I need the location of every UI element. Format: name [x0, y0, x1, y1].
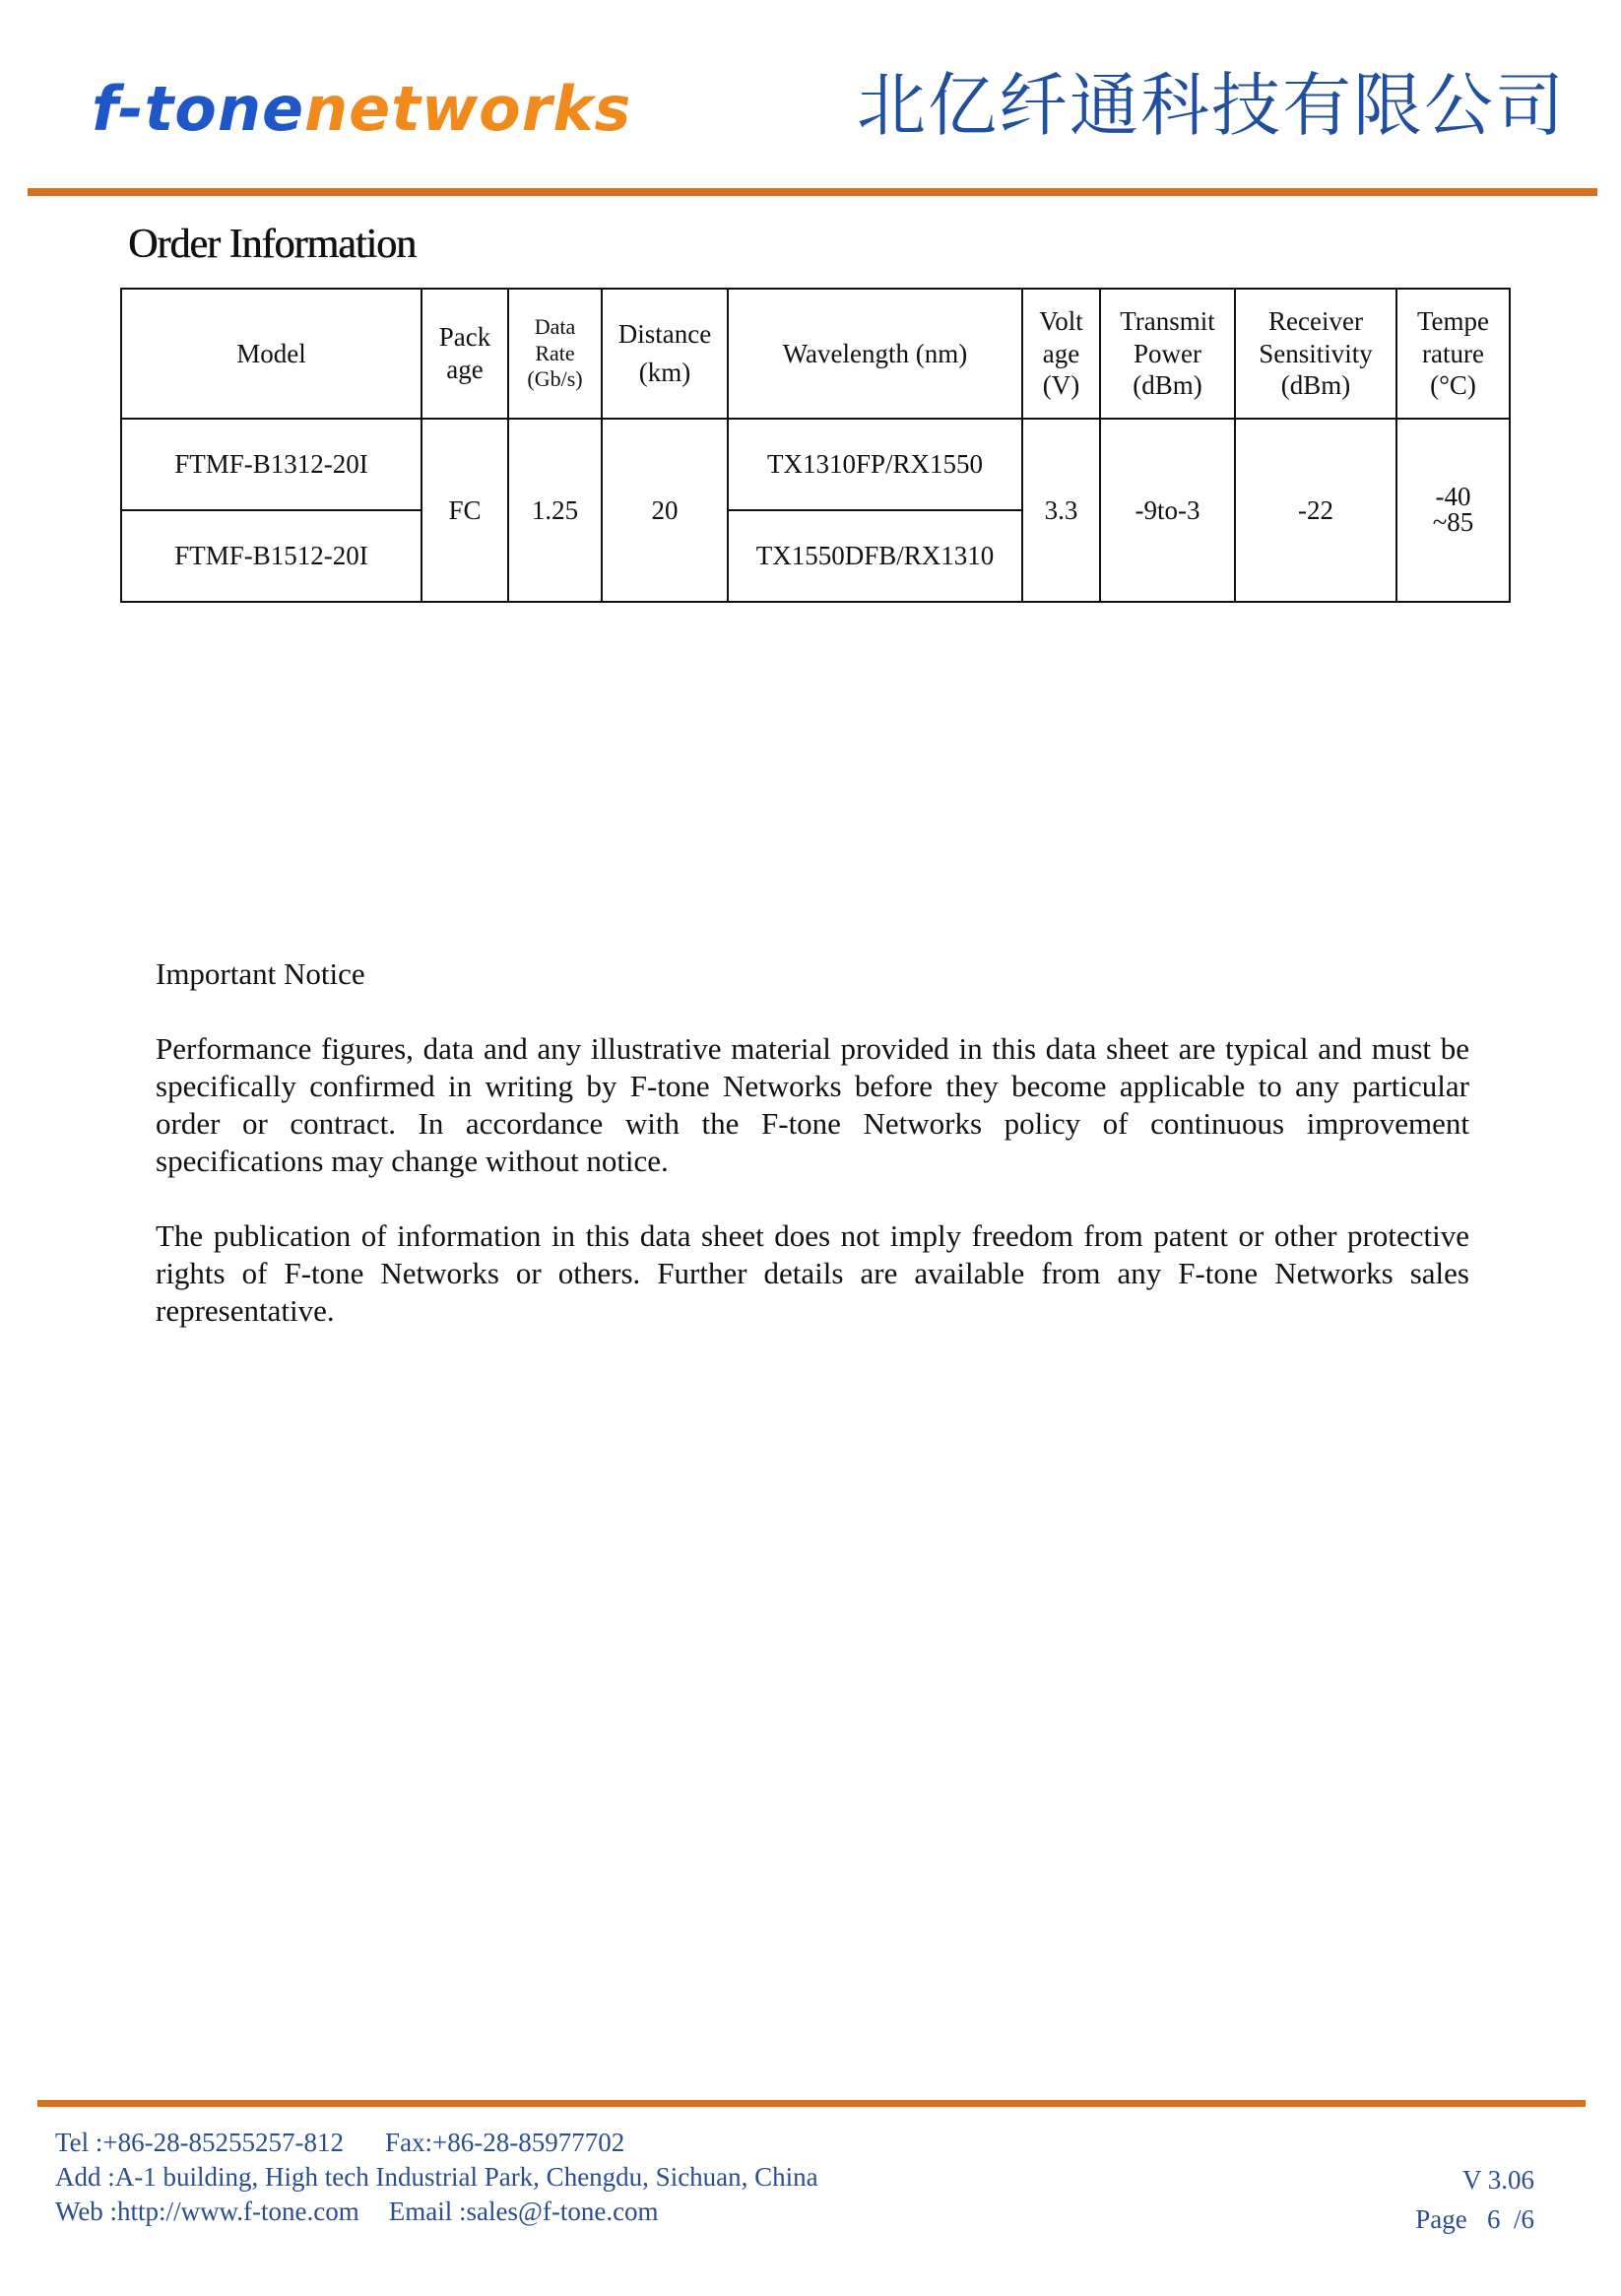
header-data-rate-line3: (Gb/s)	[527, 366, 583, 392]
footer-fax: Fax:+86-28-85977702	[385, 2128, 625, 2157]
header-data-rate	[508, 289, 602, 419]
footer-contact	[55, 2126, 818, 2229]
footer-meta	[1415, 2160, 1534, 2239]
notice-paragraph: The publication of information in this data sheet does not imply freedom from patent or other protective rights of F-tone Networks or others. Further details are available from any F-tone Networks sales representative.	[156, 1218, 1469, 1328]
cell-distance: 20	[602, 419, 728, 602]
cell-wavelength: TX1310FP/RX1550	[728, 419, 1022, 510]
header-divider	[28, 188, 1597, 196]
cell-temperature-max: ~85	[1432, 507, 1474, 537]
cell-data-rate: 1.25	[508, 419, 602, 602]
header-voltage-line3: (V)	[1042, 370, 1080, 401]
header-receiver-sensitivity	[1235, 289, 1396, 419]
notice-paragraph: Performance figures, data and any illustrative material provided in this data sheet are typical and must be specifically confirmed in writing by F-tone Networks before they become applicable to any particular order or contract. In accordance with the F-tone Networks policy of continuous improvement specifications may change without notice.	[156, 1031, 1469, 1178]
header-package-line2: age	[446, 355, 484, 384]
header-temperature-line2: rature	[1422, 338, 1484, 368]
header-receiver-sensitivity-line3: (dBm)	[1280, 370, 1351, 401]
cell-temperature	[1396, 419, 1510, 602]
footer-page-number	[1415, 2199, 1534, 2239]
cell-package: FC	[421, 419, 508, 602]
header-transmit-power-line1: Transmit	[1120, 305, 1215, 336]
header-model-label: Model	[236, 338, 306, 368]
header-wavelength	[728, 289, 1022, 419]
header-temperature-line3: (°C)	[1430, 370, 1476, 401]
footer-divider	[37, 2100, 1586, 2107]
table-row	[121, 419, 1510, 510]
cell-model: FTMF-B1312-20I	[121, 419, 421, 510]
header-distance	[602, 289, 728, 419]
logo	[92, 73, 632, 145]
header-receiver-sensitivity-line1: Receiver	[1268, 305, 1363, 336]
header-voltage-line2: age	[1042, 338, 1080, 368]
header-temperature	[1396, 289, 1510, 419]
header-voltage-line1: Volt	[1039, 305, 1083, 336]
header-transmit-power-line3: (dBm)	[1133, 370, 1202, 401]
cell-model: FTMF-B1512-20I	[121, 510, 421, 602]
order-information-table	[120, 288, 1511, 603]
header-transmit-power	[1100, 289, 1235, 419]
footer-page-current: 6	[1486, 2204, 1501, 2234]
header-model	[121, 289, 421, 419]
footer-address: Add :A-1 building, High tech Industrial Park, Chengdu, Sichuan, China	[55, 2162, 818, 2192]
header-data-rate-line1: Data	[534, 313, 576, 339]
cell-temperature-min: -40	[1435, 482, 1471, 512]
logo-text-ftone: f-tone	[92, 73, 305, 145]
header-voltage	[1022, 289, 1100, 419]
cell-transmit-power: -9to-3	[1100, 419, 1235, 602]
header-data-rate-line2: Rate	[535, 340, 575, 365]
table-header-row	[121, 289, 1510, 419]
footer-page-label: Page	[1415, 2204, 1467, 2234]
cell-receiver-sensitivity: -22	[1235, 419, 1396, 602]
footer-tel: Tel :+86-28-85255257-812	[55, 2128, 345, 2157]
footer-email-link[interactable]: Email :sales@f-tone.com	[388, 2197, 659, 2226]
cell-voltage: 3.3	[1022, 419, 1100, 602]
footer-line-web	[55, 2195, 818, 2229]
footer-web-link[interactable]: Web :http://www.f-tone.com	[55, 2197, 359, 2226]
logo-text-networks: networks	[304, 73, 632, 145]
footer-line-phone	[55, 2126, 818, 2160]
section-title: Order Information	[128, 222, 417, 267]
header-temperature-line1: Tempe	[1416, 305, 1490, 336]
cell-wavelength: TX1550DFB/RX1310	[728, 510, 1022, 602]
company-name: 北亿纤通科技有限公司	[857, 65, 1566, 146]
header-wavelength-label: Wavelength (nm)	[782, 338, 968, 368]
header-transmit-power-line2: Power	[1134, 338, 1201, 368]
header-distance-line1: Distance	[617, 318, 712, 349]
header-package-line1: Pack	[438, 322, 491, 353]
notice-title: Important Notice	[156, 956, 365, 991]
footer-version: V 3.06	[1461, 2165, 1534, 2195]
header-distance-line2: (km)	[638, 358, 691, 387]
important-notice	[156, 955, 1469, 1367]
header-package	[421, 289, 508, 419]
footer-page-total: /6	[1513, 2204, 1534, 2234]
header-receiver-sensitivity-line2: Sensitivity	[1259, 338, 1373, 368]
